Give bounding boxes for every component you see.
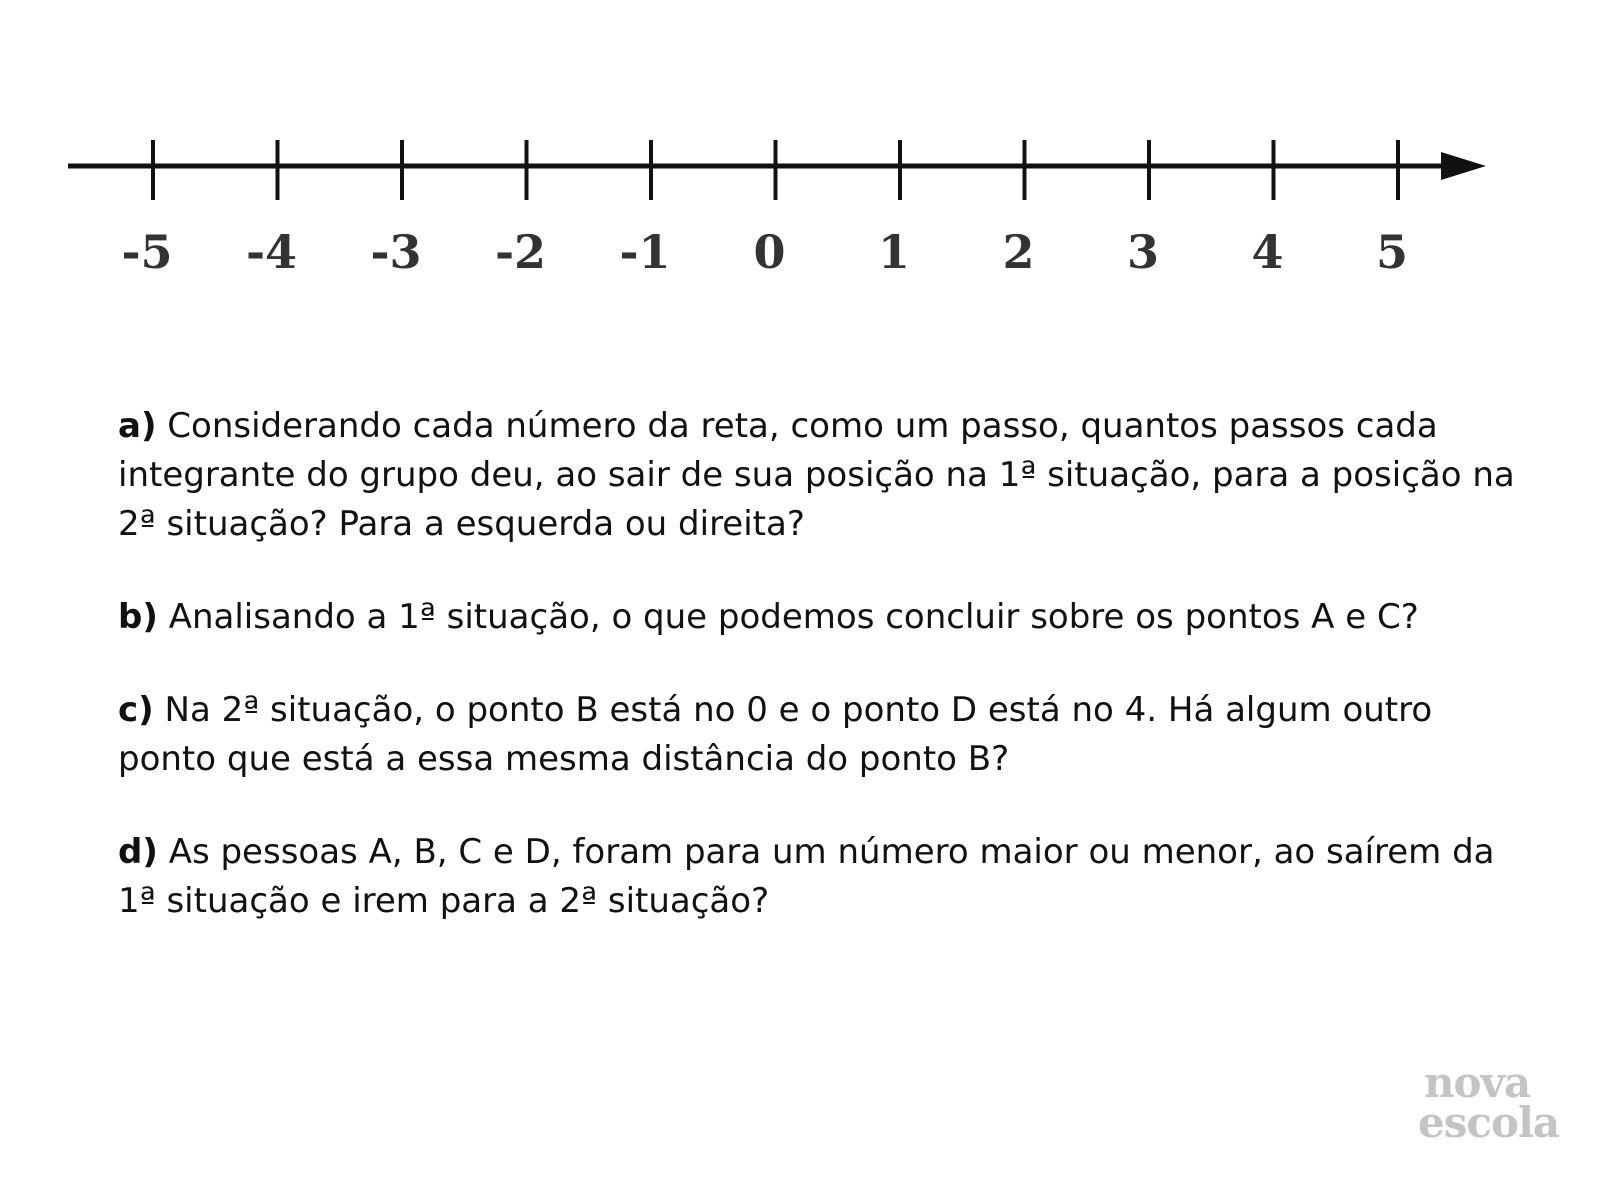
arrow-right-icon (1441, 152, 1486, 180)
tick-label: -3 (370, 225, 422, 279)
question-a-label: a) (118, 406, 157, 446)
question-a-text: Considerando cada número da reta, como um passo, quantos passos cada integrante do grupo deu, ao sair de sua posição na 1ª situação, para a posição na 2ª situação? Para a esquerda ou direita? (118, 406, 1515, 544)
question-a (118, 402, 1518, 549)
tick-label: 4 (1251, 225, 1284, 279)
tick-label: 5 (1375, 225, 1409, 279)
question-b-label: b) (118, 597, 158, 637)
question-d (118, 828, 1518, 926)
tick-label: -1 (619, 225, 671, 279)
tick-label: -2 (494, 225, 547, 279)
questions-list (118, 402, 1518, 970)
question-b-text: Analisando a 1ª situação, o que podemos concluir sobre os pontos A e C? (157, 597, 1419, 637)
tick-label: 2 (1002, 225, 1035, 279)
logo-line-1: nova (1424, 1058, 1531, 1107)
tick-label: 1 (877, 225, 911, 279)
tick-label: 3 (1126, 225, 1160, 279)
question-c-text: Na 2ª situação, o ponto B está no 0 e o ponto D está no 4. Há algum outro ponto que está a essa mesma distância do ponto B? (118, 690, 1433, 779)
nova-escola-logo (1418, 1058, 1560, 1147)
tick-label: 0 (753, 225, 786, 279)
question-b (118, 593, 1518, 642)
number-line (0, 0, 1600, 300)
question-d-label: d) (118, 832, 158, 872)
question-d-text: As pessoas A, B, C e D, foram para um número maior ou menor, ao saírem da 1ª situação e irem para a 2ª situação? (118, 832, 1495, 921)
question-c (118, 686, 1518, 784)
tick-label: -5 (121, 225, 173, 279)
logo-line-2: escola (1418, 1098, 1560, 1147)
question-c-label: c) (118, 690, 154, 730)
tick-label: -4 (245, 225, 298, 279)
